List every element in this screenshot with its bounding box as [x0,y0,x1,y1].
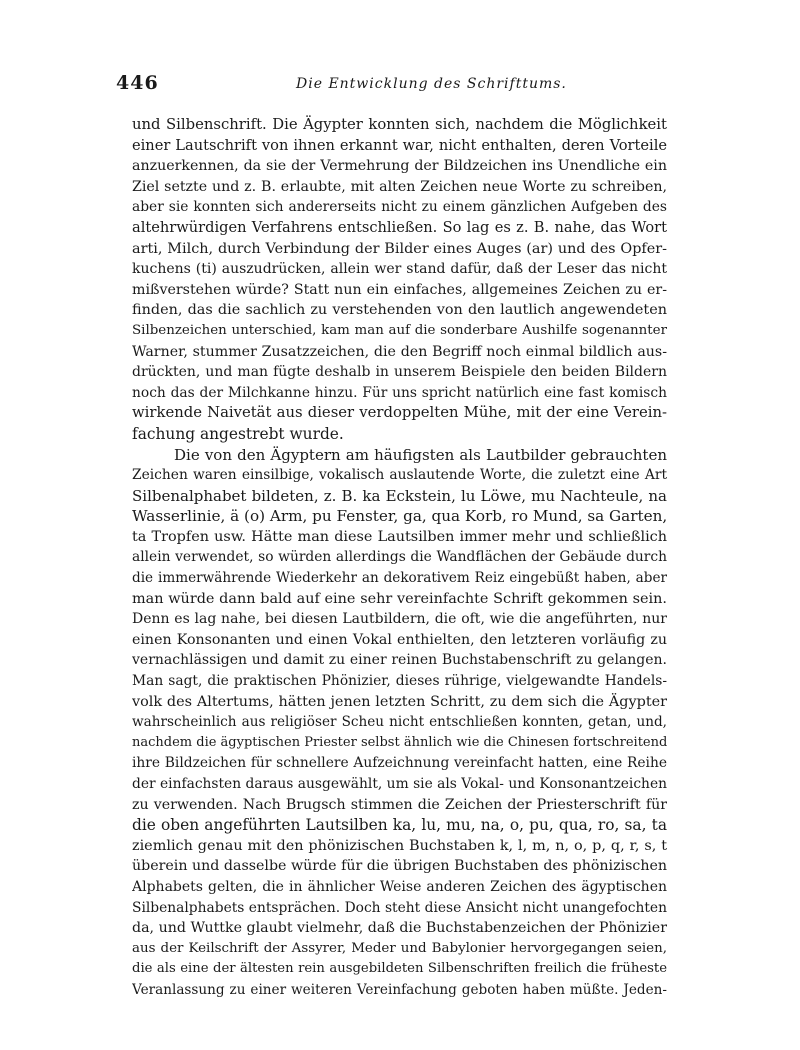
text-line: mißverstehen würde? Statt nun ein einfaches, allgemeines Zeichen zu er- [132,281,667,298]
text-line: wahrscheinlich aus religiöser Scheu nicht entschließen konnten, getan, und, [132,714,667,731]
text-line: nachdem die ägyptischen Priester selbst ähnlich wie die Chinesen fortschreitend [132,734,667,750]
text-line: vernachlässigen und damit zu einer reinen Buchstabenschrift zu gelangen. [132,652,667,669]
body-text [132,115,667,1001]
text-line: altehrwürdigen Verfahrens entschließen. So lag es z. B. nahe, das Wort [132,218,667,236]
page-number: 446 [116,72,159,94]
text-line: der einfachsten daraus ausgewählt, um sie als Vokal- und Konsonantzeichen [132,776,667,792]
text-line: und Silbenschrift. Die Ägypter konnten sich, nachdem die Möglichkeit [132,116,667,133]
text-line: Zeichen waren einsilbige, vokalisch auslautende Worte, die zuletzt eine Art [132,467,667,484]
text-line: allein verwendet, so würden allerdings die Wandflächen der Gebäude durch [132,549,667,566]
text-line: aber sie konnten sich andererseits nicht zu einem gänzlichen Aufgeben des [132,199,667,216]
text-line: Die von den Ägyptern am häufigsten als Lautbilder gebrauchten [174,445,667,464]
text-line: Wasserlinie, ä (o) Arm, pu Fenster, ga, qua Korb, ro Mund, sa Garten, [132,507,667,526]
text-line: die immerwährende Wiederkehr an dekorativem Reiz eingebüßt haben, aber [132,570,667,587]
text-line: überein und dasselbe würde für die übrigen Buchstaben des phönizischen [132,858,667,875]
text-line: fachung angestrebt wurde. [132,424,344,443]
text-line: ziemlich genau mit den phönizischen Buchstaben k, l, m, n, o, p, q, r, s, t [132,837,667,854]
text-line: anzuerkennen, da sie der Vermehrung der Bildzeichen ins Unendliche ein [132,158,667,175]
text-line: da, und Wuttke glaubt vielmehr, daß die Buchstabenzeichen der Phönizier [132,920,667,937]
text-line: Alphabets gelten, die in ähnlicher Weise anderen Zeichen des ägyptischen [132,878,667,895]
text-line: Veranlassung zu einer weiteren Vereinfachung geboten haben müßte. Jeden- [132,981,667,998]
text-line: zu verwenden. Nach Brugsch stimmen die Zeichen der Priesterschrift für [132,796,667,813]
page-header [116,72,676,102]
text-line: arti, Milch, durch Verbindung der Bilder eines Auges (ar) und des Opfer- [132,240,667,257]
text-line: Ziel setzte und z. B. erlaubte, mit alten Zeichen neue Worte zu schreiben, [132,178,667,195]
text-line: aus der Keilschrift der Assyrer, Meder und Babylonier hervorgegangen seien, [132,940,667,956]
text-line: Silbenzeichen unterschied, kam man auf die sonderbare Aushilfe sogenannter [132,322,667,338]
text-line: volk des Altertums, hätten jenen letzten Schritt, zu dem sich die Ägypter [132,693,667,710]
text-line: ihre Bildzeichen für schnellere Aufzeichnung vereinfacht hatten, eine Reihe [132,755,667,772]
text-line: Man sagt, die praktischen Phönizier, dieses rührige, vielgewandte Handels- [132,673,667,690]
text-line: Warner, stummer Zusatzzeichen, die den Begriff noch einmal bildlich aus- [132,343,667,360]
text-line: drückten, und man fügte deshalb in unserem Beispiele den beiden Bildern [132,364,667,381]
text-line: finden, das die sachlich zu verstehenden von den lautlich angewendeten [132,302,667,319]
text-line: Silbenalphabets entsprächen. Doch steht diese Ansicht nicht unangefochten [132,899,667,916]
text-line: noch das der Milchkanne hinzu. Für uns spricht natürlich eine fast komisch [132,384,667,401]
text-line: man würde dann bald auf eine sehr vereinfachte Schrift gekommen sein. [132,590,667,607]
text-line: Denn es lag nahe, bei diesen Lautbildern, die oft, wie die angeführten, nur [132,611,667,628]
paragraph [132,445,667,1001]
text-line: die als eine der ältesten rein ausgebildeten Silbenschriften freilich die früheste [132,961,667,977]
text-line: wirkende Naivetät aus dieser verdoppelten Mühe, mit der eine Verein- [132,404,667,422]
running-title: Die Entwicklung des Schrifttums. [296,76,567,92]
text-line: ta Tropfen usw. Hätte man diese Lautsilben immer mehr und schließlich [132,528,667,545]
text-line: einen Konsonanten und einen Vokal enthielten, den letzteren vorläufig zu [132,631,667,648]
text-line: die oben angeführten Lautsilben ka, lu, mu, na, o, pu, qua, ro, sa, ta [132,816,667,835]
text-line: kuchens (ti) auszudrücken, allein wer stand dafür, daß der Leser das nicht [132,261,667,278]
text-line: Silbenalphabet bildeten, z. B. ka Eckstein, lu Löwe, mu Nachteule, na [132,486,667,505]
paragraph [132,115,667,445]
text-line: einer Lautschrift von ihnen erkannt war, nicht enthalten, deren Vorteile [132,136,667,154]
